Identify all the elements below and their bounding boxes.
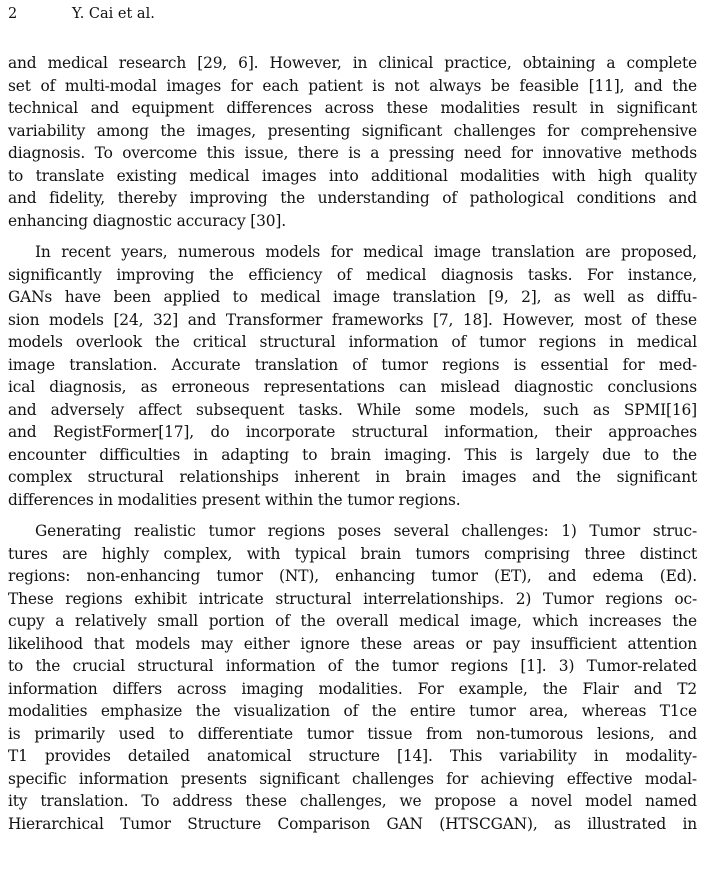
text-line: ity translation. To address these challenges, we propose a novel model named: [8, 792, 697, 810]
text-line: differences in modalities present within the tumor regions.: [8, 490, 461, 509]
page-number: 2: [8, 6, 18, 22]
text-line: and medical research [29, 6]. However, in clinical practice, obtaining a complete: [8, 54, 697, 72]
text-line: regions: non-enhancing tumor (NT), enhancing tumor (ET), and edema (Ed).: [8, 567, 697, 585]
text-line: models overlook the critical structural information of tumor regions in medical: [8, 333, 697, 351]
text-line: ical diagnosis, as erroneous representations can mislead diagnostic conclusions: [8, 378, 697, 396]
text-line: tures are highly complex, with typical brain tumors comprising three distinct: [8, 544, 697, 563]
text-line: GANs have been applied to medical image translation [9, 2], as well as diffu-: [8, 288, 697, 306]
text-line: diagnosis. To overcome this issue, there is a pressing need for innovative methods: [8, 144, 697, 162]
text-line: T1 provides detailed anatomical structure [14]. This variability in modality-: [8, 747, 697, 765]
text-line: enhancing diagnostic accuracy [30].: [8, 211, 287, 230]
text-line: modalities emphasize the visualization of the entire tumor area, whereas T1ce: [8, 702, 697, 720]
text-line: specific information presents significant challenges for achieving effective modal-: [8, 769, 697, 788]
text-line: and RegistFormer[17], do incorporate structural information, their approaches: [8, 423, 697, 441]
text-line: encounter difficulties in adapting to brain imaging. This is largely due to the: [8, 445, 697, 464]
running-head-authors: Y. Cai et al.: [72, 6, 155, 22]
text-line: image translation. Accurate translation of tumor regions is essential for med-: [8, 355, 697, 374]
paragraph-1: [8, 52, 697, 232]
text-line: and fidelity, thereby improving the understanding of pathological conditions and: [8, 189, 697, 207]
text-line: Hierarchical Tumor Structure Comparison GAN (HTSCGAN), as illustrated in: [8, 814, 697, 833]
text-line: set of multi-modal images for each patient is not always be feasible [11], and the: [8, 76, 697, 95]
text-line: information differs across imaging modalities. For example, the Flair and T2: [8, 679, 697, 698]
text-line: is primarily used to differentiate tumor tissue from non-tumorous lesions, and: [8, 724, 697, 743]
text-line: cupy a relatively small portion of the overall medical image, which increases the: [8, 612, 697, 630]
body-text: [8, 52, 697, 835]
text-line: to translate existing medical images into additional modalities with high quality: [8, 166, 697, 185]
text-line: complex structural relationships inherent in brain images and the significant: [8, 468, 697, 486]
paragraph-2: [8, 241, 697, 511]
text-line: significantly improving the efficiency of medical diagnosis tasks. For instance,: [8, 265, 697, 284]
text-line: variability among the images, presenting significant challenges for comprehensive: [8, 121, 697, 140]
running-head: [8, 5, 155, 23]
text-line: These regions exhibit intricate structural interrelationships. 2) Tumor regions oc-: [8, 589, 697, 608]
paragraph-3: [8, 520, 697, 835]
text-line: Generating realistic tumor regions poses several challenges: 1) Tumor struc-: [35, 522, 697, 540]
text-line: technical and equipment differences across these modalities result in significant: [8, 99, 697, 117]
text-line: and adversely affect subsequent tasks. While some models, such as SPMI[16]: [8, 400, 697, 419]
text-line: likelihood that models may either ignore these areas or pay insufficient attention: [8, 634, 697, 653]
text-line: to the crucial structural information of the tumor regions [1]. 3) Tumor-related: [8, 657, 697, 675]
text-line: In recent years, numerous models for medical image translation are proposed,: [35, 243, 697, 261]
text-line: sion models [24, 32] and Transformer frameworks [7, 18]. However, most of these: [8, 310, 697, 329]
